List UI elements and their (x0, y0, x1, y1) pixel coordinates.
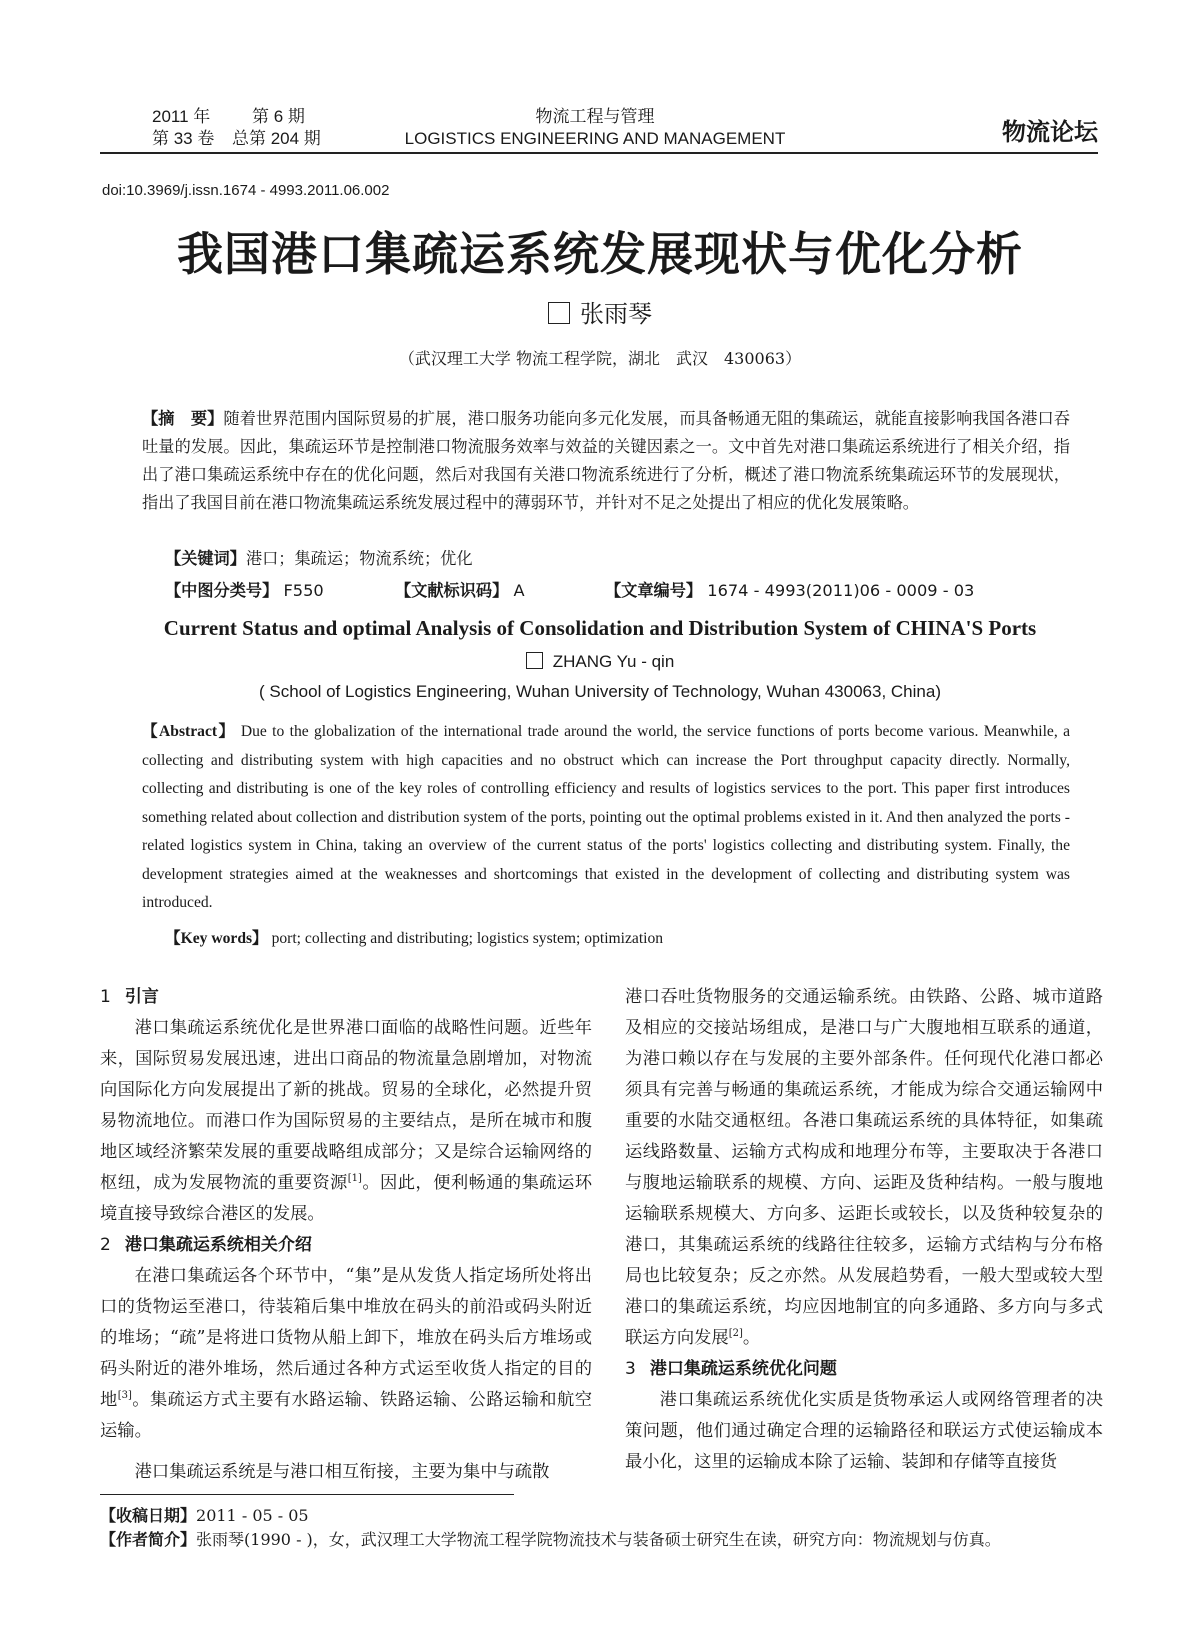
clc-value: F550 (283, 581, 324, 600)
section-3-heading: 3 港口集疏运系统优化问题 (625, 1359, 837, 1379)
total-issue: 总第 204 期 (232, 129, 321, 148)
article-no-value: 1674 - 4993(2011)06 - 0009 - 03 (707, 581, 975, 600)
section-1-heading: 1 引言 (100, 987, 159, 1007)
section-2-heading: 2 港口集疏运系统相关介绍 (100, 1235, 312, 1255)
author-box-icon (548, 302, 570, 324)
article-no-label: 【文章编号】 (605, 581, 703, 600)
classification-line (165, 577, 1100, 601)
section-3-paragraph: 港口集疏运系统优化实质是货物承运人或网络管理者的决策问题，他们通过确定合理的运输路径和联运方式使运输成本最小化，这里的运输成本除了运输、装卸和存储等直接货 (625, 1390, 1103, 1472)
author-line (0, 294, 1200, 329)
citation-3: [3] (117, 1390, 132, 1402)
section-2-paragraph-2-cont: 港口吞吐货物服务的交通运输系统。由铁路、公路、城市道路及相应的交接站场组成，是港口与广大腹地相互联系的通道，为港口赖以存在与发展的主要外部条件。任何现代化港口都必须具有完善与畅通的集疏运系统，才能成为综合交通运输网中重要的水陆交通枢纽。各港口集疏运系统的具体特征，如集疏运线路数量、运输方式构成和地理分布等，主要取决于各港口与腹地运输联系的规模、方向、运距及货种结构。一般与腹地运输联系规模大、方向多、运距长或较长，以及货种较复杂的港口，其集疏运系统的线路往往较多，运输方式结构与分布格局也比较复杂；反之亦然。从发展趋势看，一般大型或较大型港口的集疏运系统，均应因地制宜的向多通路、多方向与多式联运方向发展[2]。 (625, 987, 1103, 1348)
paper-title: 我国港口集疏运系统发展现状与优化分析 (177, 227, 1023, 281)
cn-abstract (142, 405, 1070, 517)
doc-code-label: 【文献标识码】 (395, 581, 509, 600)
header-rule (100, 152, 1098, 154)
journal-name-en: LOGISTICS ENGINEERING AND MANAGEMENT (404, 129, 786, 148)
section-1-paragraph: 港口集疏运系统优化是世界港口面临的战略性问题。近些年来，国际贸易发展迅速，进出口商品的物流量急剧增加，对物流向国际化方向发展提出了新的挑战。贸易的全球化，必然提升贸易物流地位。而港口作为国际贸易的主要结点，是所在城市和腹地区域经济繁荣发展的重要战略组成部分；又是综合运输网络的枢纽，成为发展物流的重要资源[1]。因此，便利畅通的集疏运环境直接导致综合港区的发展。 (100, 1018, 592, 1224)
cn-abstract-label: 【摘 要】 (142, 409, 224, 428)
english-author-name: ZHANG Yu - qin (552, 652, 675, 671)
bio-value: 张雨琴(1990 - )，女，武汉理工大学物流工程学院物流技术与装备硕士研究生在读，研究方向：物流规划与仿真。 (196, 1530, 1001, 1549)
cn-keywords-text: 港口；集疏运；物流系统；优化 (245, 549, 473, 568)
section-2-paragraph-1: 在港口集疏运各个环节中，“集”是从发货人指定场所处将出口的货物运至港口，待装箱后集中堆放在码头的前沿或码头附近的堆场；“疏”是将进口货物从船上卸下，堆放在码头后方堆场或码头附近的港外堆场，然后通过各种方式运至收货人指定的目的地[3]。集疏运方式主要有水路运输、铁路运输、公路运输和航空运输。 (100, 1266, 592, 1441)
issue: 第 6 期 (252, 107, 305, 126)
english-author-box-icon (526, 652, 543, 669)
issue-info (152, 106, 321, 150)
cn-keywords-label: 【关键词】 (165, 549, 246, 568)
english-affiliation: ( School of Logistics Engineering, Wuhan University of Technology, Wuhan 430063, China) (259, 682, 941, 701)
footnote-rule (100, 1494, 514, 1495)
english-abstract (142, 718, 1070, 918)
body-column-left (100, 982, 592, 1488)
citation-2: [2] (728, 1328, 743, 1340)
received-date (100, 1504, 1110, 1528)
doc-code-value: A (513, 581, 525, 600)
year: 2011 年 (152, 107, 211, 126)
english-keywords-label: 【Key words】 (165, 930, 268, 947)
citation-1: [1] (347, 1173, 362, 1185)
english-keywords-text: port; collecting and distributing; logistics system; optimization (271, 930, 664, 947)
affiliation: （武汉理工大学 物流工程学院，湖北 武汉 430063） (398, 349, 802, 368)
section-2-paragraph-2: 港口集疏运系统是与港口相互衔接，主要为集中与疏散 (134, 1462, 550, 1482)
volume: 第 33 卷 (152, 129, 215, 148)
cn-abstract-text: 随着世界范围内国际贸易的扩展，港口服务功能向多元化发展，而具备畅通无阻的集疏运，就能直接影响我国各港口吞吐量的发展。因此，集疏运环节是控制港口物流服务效率与效益的关键因素之一。文中首先对港口集疏运系统进行了相关介绍，指出了港口集疏运系统中存在的优化问题，然后对我国有关港口物流系统进行了分析，概述了港口物流系统集疏运环节的发展现状，指出了我国目前在港口物流集疏运系统发展过程中的薄弱环节，并针对不足之处提出了相应的优化发展策略。 (142, 409, 1071, 512)
received-value: 2011 - 05 - 05 (196, 1506, 309, 1525)
doi: doi:10.3969/j.issn.1674 - 4993.2011.06.002 (102, 182, 390, 199)
english-abstract-label: 【Abstract】 (142, 723, 236, 740)
english-author-line (0, 652, 1200, 672)
author-name: 张雨琴 (580, 300, 652, 328)
author-bio (100, 1528, 1110, 1552)
journal-name-cn: 物流工程与管理 (535, 107, 655, 126)
section-name: 物流论坛 (1002, 119, 1098, 146)
body-column-right (625, 982, 1103, 1478)
received-label: 【收稿日期】 (100, 1506, 197, 1525)
english-abstract-text: Due to the globalization of the international trade around the world, the service functions of ports become various. Meanwhile, a collecting and distributing system with high capacities and no obstruct which can increase the Port throughput capacity directly. Normally, collecting and distributing is one of the key roles of controlling efficiency and results of logistics services to the port. This paper first introduces something related about collection and distribution system of the ports, pointing out the optimal problems existed in it. And then analyzed the ports - related logistics system in China, taking an overview of the current status of the ports' logistics collecting and distributing system. Finally, the development strategies aimed at the weaknesses and shortcomings that existed in the development of collecting and distributing system was introduced. (142, 723, 1071, 911)
cn-keywords (165, 545, 473, 569)
english-title: Current Status and optimal Analysis of Consolidation and Distribution System of CHINA'S Ports (163, 616, 1037, 640)
journal-name (360, 106, 830, 150)
english-keywords (165, 926, 663, 948)
clc-label: 【中图分类号】 (165, 581, 279, 600)
bio-label: 【作者简介】 (100, 1530, 197, 1549)
